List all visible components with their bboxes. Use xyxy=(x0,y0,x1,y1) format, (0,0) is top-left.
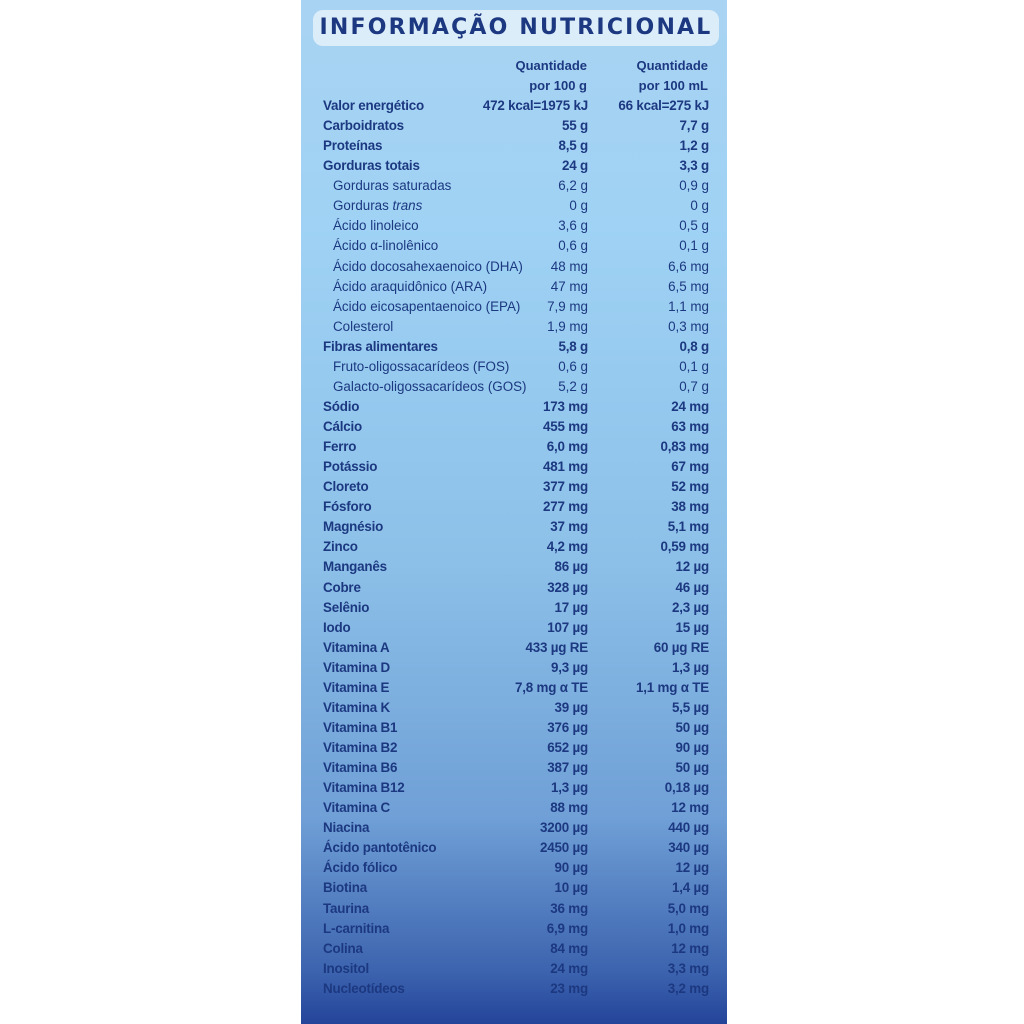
value-per-100ml: 90 µg xyxy=(675,740,709,755)
table-row xyxy=(323,236,709,256)
value-per-100g: 328 µg xyxy=(547,579,588,595)
value-per-100g: 47 mg xyxy=(550,278,588,294)
value-per-100g: 7,8 mg α TE xyxy=(514,679,588,695)
table-row xyxy=(323,919,709,939)
value-per-100ml: 12 µg xyxy=(675,860,709,876)
value-per-100g: 1,3 µg xyxy=(550,780,588,796)
value-per-100g: 387 µg xyxy=(547,760,588,776)
value-per-100ml: 3,3 g xyxy=(679,158,709,174)
nutrient-label: Valor energético xyxy=(323,98,424,113)
table-row xyxy=(323,96,709,116)
value-per-100g: 23 mg xyxy=(550,980,588,996)
table-row xyxy=(323,698,709,718)
table-row xyxy=(323,497,709,517)
nutrient-label: L-carnitina xyxy=(323,920,390,936)
value-per-100g: 24 g xyxy=(562,158,588,174)
value-per-100g: 39 µg xyxy=(554,699,588,715)
value-per-100ml: 50 µg xyxy=(675,760,709,776)
value-per-100ml: 0,8 g xyxy=(679,338,709,354)
table-row xyxy=(323,959,709,979)
nutrient-label: Vitamina A xyxy=(323,639,390,655)
value-per-100ml: 0,9 g xyxy=(679,178,709,194)
value-per-100ml: 0,1 g xyxy=(679,238,709,254)
value-per-100g: 8,5 g xyxy=(558,138,588,154)
table-row xyxy=(323,718,709,738)
table-row xyxy=(323,838,709,858)
value-per-100g: 377 mg xyxy=(543,479,588,495)
table-row xyxy=(323,216,709,236)
nutrient-label: Vitamina B12 xyxy=(323,780,405,796)
table-row xyxy=(323,437,709,457)
value-per-100g: 24 mg xyxy=(550,960,588,976)
nutrient-label: Ácido araquidônico (ARA) xyxy=(333,278,488,294)
value-per-100g: 0,6 g xyxy=(558,358,588,374)
table-row xyxy=(323,196,709,216)
nutrient-label: Nucleotídeos xyxy=(323,980,405,996)
nutrient-label: Vitamina C xyxy=(323,800,390,816)
value-per-100g: 472 kcal=1975 kJ xyxy=(482,98,588,113)
nutrient-label: Taurina xyxy=(323,900,369,916)
table-row xyxy=(323,156,709,176)
table-row xyxy=(323,798,709,818)
column-header-per-100ml xyxy=(636,56,708,96)
value-per-100ml: 0,7 g xyxy=(679,378,709,394)
value-per-100g: 455 mg xyxy=(543,419,588,434)
nutrient-label: Sódio xyxy=(323,398,360,414)
value-per-100ml: 0 g xyxy=(690,198,709,214)
value-per-100g: 17 µg xyxy=(554,599,588,615)
table-row xyxy=(323,738,709,758)
nutrient-label: Vitamina E xyxy=(323,679,390,695)
nutrient-label: Ácido eicosapentaenoico (EPA) xyxy=(333,298,521,314)
value-per-100ml: 63 mg xyxy=(671,419,709,434)
table-row xyxy=(323,457,709,477)
value-per-100ml: 1,3 µg xyxy=(671,659,709,675)
table-row xyxy=(323,176,709,196)
value-per-100g: 55 g xyxy=(562,118,588,134)
value-per-100g: 6,0 mg xyxy=(546,439,588,455)
nutrient-label: Manganês xyxy=(323,559,387,575)
nutrient-label: Niacina xyxy=(323,820,370,836)
table-row xyxy=(323,116,709,136)
nutrient-label: Carboidratos xyxy=(323,118,404,134)
nutrient-label: Iodo xyxy=(323,619,351,635)
value-per-100ml: 24 mg xyxy=(671,398,709,414)
value-per-100ml: 12 mg xyxy=(671,940,709,956)
nutrient-label: Zinco xyxy=(323,539,358,555)
value-per-100g: 86 µg xyxy=(554,559,588,575)
value-per-100ml: 52 mg xyxy=(671,479,709,495)
nutrient-label: Fósforo xyxy=(323,499,372,515)
nutrient-label: Vitamina B1 xyxy=(323,719,398,735)
table-row xyxy=(323,858,709,878)
nutrient-label: Fibras alimentares xyxy=(323,338,438,354)
value-per-100g: 3,6 g xyxy=(558,218,588,234)
nutrition-panel xyxy=(301,0,727,1024)
table-row xyxy=(323,397,709,417)
value-per-100g: 6,9 mg xyxy=(546,920,588,936)
value-per-100ml: 60 µg RE xyxy=(653,639,709,655)
nutrient-label: Vitamina B6 xyxy=(323,760,398,776)
value-per-100g: 4,2 mg xyxy=(546,539,588,555)
value-per-100g: 6,2 g xyxy=(558,178,588,194)
nutrient-label: Gorduras saturadas xyxy=(333,178,452,194)
nutrient-label: Galacto-oligossacarídeos (GOS) xyxy=(333,378,527,394)
table-row xyxy=(323,878,709,898)
nutrient-label: Gorduras trans xyxy=(333,198,423,214)
panel-title: INFORMAÇÃO NUTRICIONAL xyxy=(313,10,719,46)
value-per-100ml: 0,3 mg xyxy=(668,318,709,334)
nutrient-label: Vitamina K xyxy=(323,699,390,715)
value-per-100g: 36 mg xyxy=(550,900,588,916)
value-per-100g: 0 g xyxy=(569,198,588,214)
value-per-100ml: 3,2 mg xyxy=(667,980,709,996)
table-row xyxy=(323,598,709,618)
nutrient-label: Selênio xyxy=(323,599,370,615)
value-per-100ml: 5,1 mg xyxy=(667,519,709,535)
table-row xyxy=(323,357,709,377)
value-per-100g: 90 µg xyxy=(554,860,588,876)
value-per-100g: 9,3 µg xyxy=(550,659,588,675)
value-per-100ml: 1,1 mg xyxy=(668,298,709,314)
nutrient-label: Cobre xyxy=(323,579,361,595)
value-per-100g: 3200 µg xyxy=(539,820,588,836)
nutrient-label: Inositol xyxy=(323,960,370,976)
nutrient-label: Ácido fólico xyxy=(323,860,398,876)
column-header-per-100g xyxy=(515,56,587,96)
table-row xyxy=(323,778,709,798)
value-per-100g: 10 µg xyxy=(554,880,588,896)
nutrient-label: Gorduras totais xyxy=(323,158,420,174)
value-per-100g: 1,9 mg xyxy=(547,318,588,334)
nutrient-label: Magnésio xyxy=(323,519,384,535)
table-row xyxy=(323,477,709,497)
table-row xyxy=(323,136,709,156)
value-per-100ml: 0,5 g xyxy=(679,218,709,234)
value-per-100g: 0,6 g xyxy=(558,238,588,254)
table-row xyxy=(323,317,709,337)
value-per-100g: 277 mg xyxy=(543,499,588,515)
value-per-100ml: 1,4 µg xyxy=(671,880,709,896)
table-row xyxy=(323,277,709,297)
table-row xyxy=(323,297,709,317)
table-row xyxy=(323,899,709,919)
table-row xyxy=(323,417,709,437)
value-per-100ml: 6,6 mg xyxy=(668,258,709,274)
value-per-100ml: 1,1 mg α TE xyxy=(635,679,709,695)
value-per-100g: 5,2 g xyxy=(558,378,588,394)
value-per-100g: 2450 µg xyxy=(539,840,588,856)
value-per-100g: 48 mg xyxy=(550,258,588,274)
nutrient-label: Ácido linoleico xyxy=(333,218,419,234)
nutrient-label: Ácido docosahexaenoico (DHA) xyxy=(333,258,523,274)
value-per-100g: 37 mg xyxy=(550,519,588,535)
table-row xyxy=(323,678,709,698)
table-row xyxy=(323,537,709,557)
nutrient-label: Ferro xyxy=(323,439,357,455)
value-per-100ml: 6,5 mg xyxy=(668,278,709,294)
nutrient-label: Fruto-oligossacarídeos (FOS) xyxy=(333,358,510,374)
value-per-100g: 652 µg xyxy=(547,740,588,755)
nutrient-label: Colesterol xyxy=(333,318,394,334)
nutrient-label: Ácido pantotênico xyxy=(323,840,437,856)
value-per-100ml: 12 µg xyxy=(675,559,709,575)
value-per-100g: 5,8 g xyxy=(558,338,588,354)
column-header-line: Quantidade xyxy=(636,58,708,73)
value-per-100ml: 12 mg xyxy=(671,800,709,816)
table-row xyxy=(323,517,709,537)
value-per-100ml: 7,7 g xyxy=(679,118,709,134)
table-row xyxy=(323,658,709,678)
value-per-100ml: 1,2 g xyxy=(679,138,709,154)
value-per-100ml: 340 µg xyxy=(668,840,709,856)
table-row xyxy=(323,557,709,577)
nutrient-label: Potássio xyxy=(323,459,378,475)
table-row xyxy=(323,618,709,638)
nutrient-label: Biotina xyxy=(323,880,367,896)
value-per-100ml: 15 µg xyxy=(675,619,709,635)
table-row xyxy=(323,818,709,838)
table-row xyxy=(323,377,709,397)
table-row xyxy=(323,638,709,658)
value-per-100ml: 0,59 mg xyxy=(660,539,709,555)
column-header-line: por 100 mL xyxy=(638,78,708,93)
nutrient-label: Cálcio xyxy=(323,419,362,434)
value-per-100ml: 5,5 µg xyxy=(671,699,709,715)
nutrient-label: Proteínas xyxy=(323,138,383,154)
value-per-100g: 376 µg xyxy=(547,719,588,735)
table-row xyxy=(323,257,709,277)
table-row xyxy=(323,979,709,999)
table-row xyxy=(323,939,709,959)
nutrient-label: Vitamina D xyxy=(323,659,390,675)
value-per-100ml: 2,3 µg xyxy=(671,599,709,615)
table-row xyxy=(323,578,709,598)
value-per-100g: 481 mg xyxy=(543,459,588,475)
value-per-100ml: 1,0 mg xyxy=(667,920,709,936)
table-row xyxy=(323,337,709,357)
table-row xyxy=(323,758,709,778)
nutrient-label: Colina xyxy=(323,940,363,956)
value-per-100ml: 46 µg xyxy=(675,579,709,595)
value-per-100ml: 0,1 g xyxy=(679,358,709,374)
nutrient-label: Cloreto xyxy=(323,479,369,495)
nutrition-table xyxy=(323,96,709,999)
column-header-line: por 100 g xyxy=(529,78,587,93)
value-per-100ml: 0,18 µg xyxy=(664,780,709,796)
value-per-100ml: 3,3 mg xyxy=(667,960,709,976)
value-per-100g: 107 µg xyxy=(547,619,588,635)
value-per-100g: 7,9 mg xyxy=(547,298,588,314)
value-per-100ml: 38 mg xyxy=(671,499,709,515)
value-per-100g: 84 mg xyxy=(550,940,588,956)
value-per-100ml: 0,83 mg xyxy=(660,439,709,455)
value-per-100g: 173 mg xyxy=(543,398,588,414)
value-per-100g: 433 µg RE xyxy=(525,639,588,655)
value-per-100g: 88 mg xyxy=(550,800,588,816)
nutrient-label: Vitamina B2 xyxy=(323,740,398,755)
nutrient-label: Ácido α-linolênico xyxy=(333,238,439,254)
column-header-line: Quantidade xyxy=(515,58,587,73)
value-per-100ml: 66 kcal=275 kJ xyxy=(618,98,709,113)
value-per-100ml: 440 µg xyxy=(668,820,709,836)
value-per-100ml: 50 µg xyxy=(675,719,709,735)
value-per-100ml: 67 mg xyxy=(671,459,709,475)
value-per-100ml: 5,0 mg xyxy=(667,900,709,916)
